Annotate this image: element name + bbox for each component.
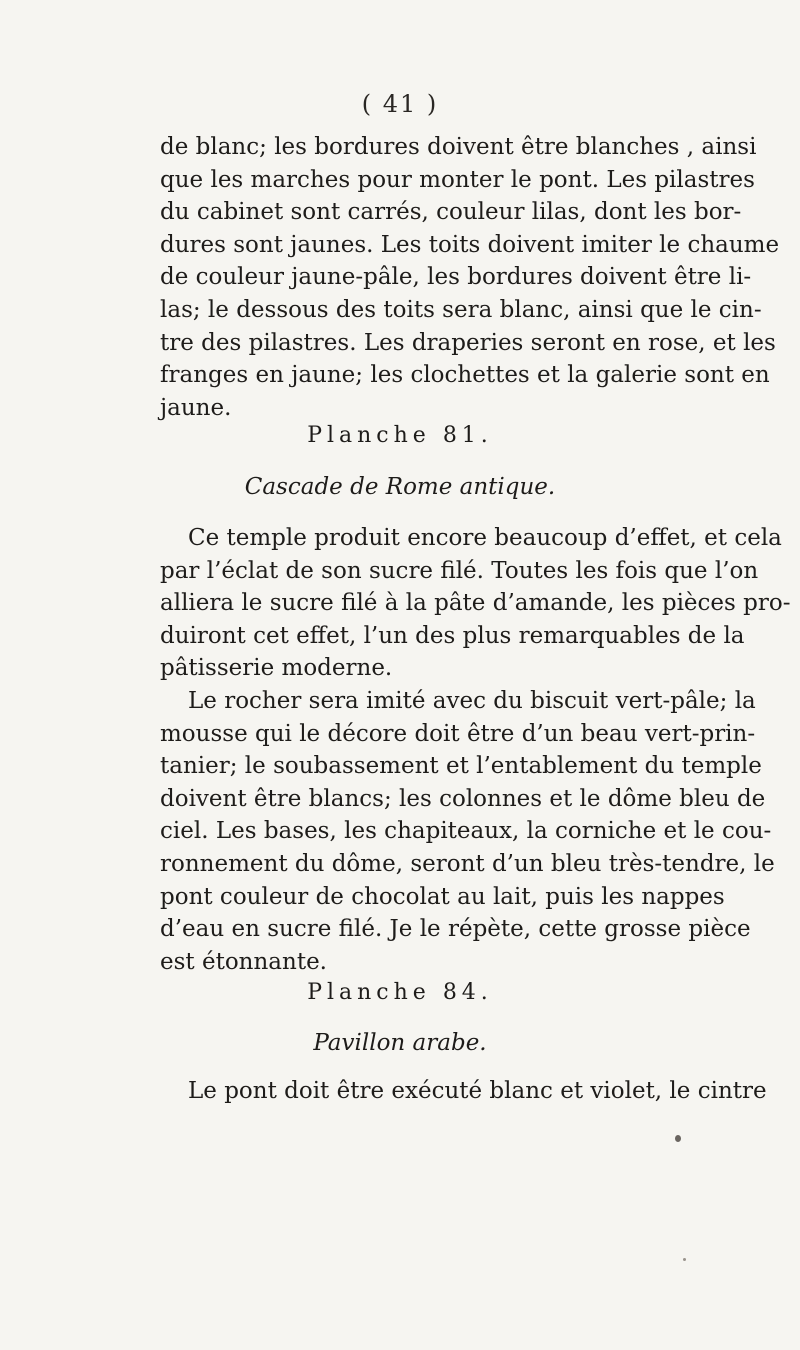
plate-heading: Planche 81. bbox=[307, 423, 493, 448]
text-line: las; le dessous des toits sera blanc, ainsi que le cin- bbox=[160, 296, 762, 323]
text-line: Ce temple produit encore beaucoup d’effet, et cela bbox=[188, 525, 782, 551]
paragraph-continuation bbox=[160, 131, 780, 424]
text-line: pâtisserie moderne. bbox=[160, 655, 393, 682]
ink-speck bbox=[683, 1258, 686, 1261]
text-line: alliera le sucre filé à la pâte d’amande, les pièces pro- bbox=[160, 590, 791, 617]
ink-speck bbox=[675, 1135, 681, 1142]
text-line: de couleur jaune-pâle, les bordures doivent être li- bbox=[160, 264, 752, 291]
text-line: de blanc; les bordures doivent être blanches , ainsi bbox=[160, 134, 757, 160]
text-line: duiront cet effet, l’un des plus remarquables de la bbox=[160, 622, 745, 649]
text-line: mousse qui le décore doit être d’un beau vert-prin- bbox=[160, 720, 756, 747]
text-line: jaune. bbox=[160, 394, 232, 421]
text-line: ronnement du dôme, seront d’un bleu très-tendre, le bbox=[160, 850, 775, 877]
paragraph bbox=[160, 1075, 767, 1108]
paragraph bbox=[160, 522, 791, 685]
text-line: tanier; le soubassement et l’entablement du temple bbox=[160, 753, 762, 780]
text-line: tre des pilastres. Les draperies seront en rose, et les bbox=[160, 329, 776, 356]
text-line: dures sont jaunes. Les toits doivent imiter le chaume bbox=[160, 231, 780, 258]
text-line: doivent être blancs; les colonnes et le dôme bleu de bbox=[160, 785, 766, 812]
text-line: pont couleur de chocolat au lait, puis les nappes bbox=[160, 883, 725, 910]
text-line: par l’éclat de son sucre filé. Toutes les fois que l’on bbox=[160, 557, 759, 584]
text-line: franges en jaune; les clochettes et la galerie sont en bbox=[160, 362, 770, 389]
text-line: Le pont doit être exécuté blanc et violet, le cintre bbox=[188, 1078, 767, 1104]
text-line: d’eau en sucre filé. Je le répète, cette grosse pièce bbox=[160, 916, 751, 943]
text-line: que les marches pour monter le pont. Les pilastres bbox=[160, 166, 755, 193]
text-line: du cabinet sont carrés, couleur lilas, dont les bor- bbox=[160, 199, 742, 226]
page-number: ( 41 ) bbox=[361, 90, 439, 118]
paragraph bbox=[160, 685, 775, 978]
plate-title: Cascade de Rome antique. bbox=[244, 474, 556, 500]
text-line: ciel. Les bases, les chapiteaux, la corniche et le cou- bbox=[160, 818, 772, 845]
plate-title: Pavillon arabe. bbox=[313, 1030, 487, 1056]
text-line: est étonnante. bbox=[160, 948, 327, 975]
text-line: Le rocher sera imité avec du biscuit vert-pâle; la bbox=[188, 688, 756, 714]
plate-heading: Planche 84. bbox=[307, 980, 493, 1005]
